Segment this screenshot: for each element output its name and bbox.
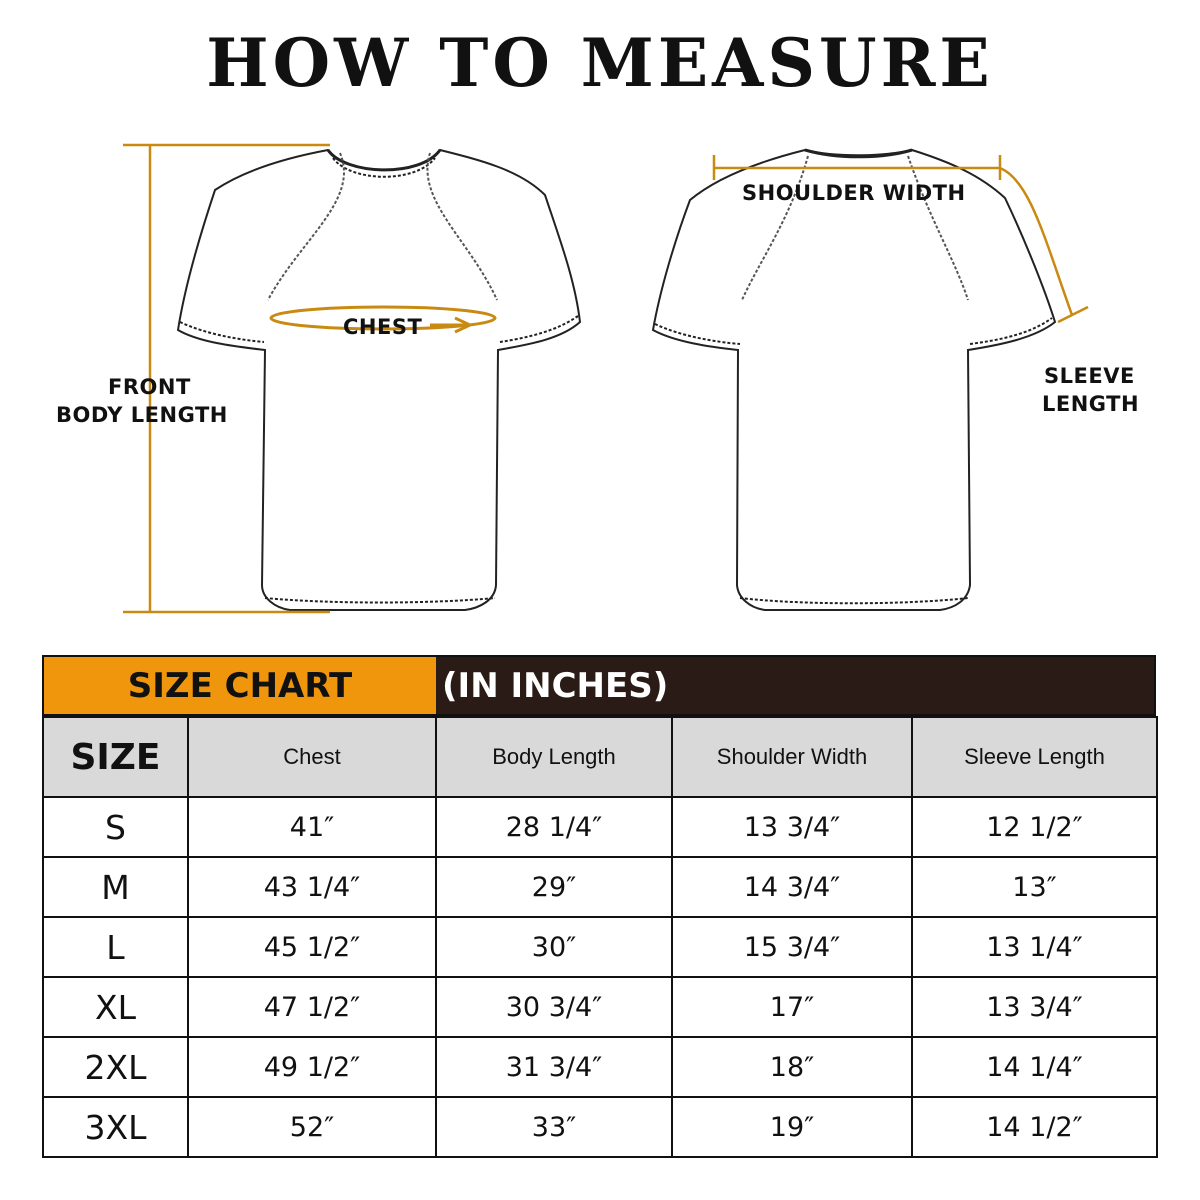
front-label-line2: BODY LENGTH (56, 403, 228, 427)
chest-cell: 45 1/2″ (188, 917, 436, 977)
shoulder-width-cell: 18″ (672, 1037, 912, 1097)
table-header-row (43, 717, 1157, 797)
table-row (43, 1037, 1157, 1097)
table-row (43, 977, 1157, 1037)
back-tshirt (653, 150, 1055, 610)
shoulder-width-label: SHOULDER WIDTH (742, 181, 966, 205)
chest-cell: 47 1/2″ (188, 977, 436, 1037)
sleeve-length-cell: 13″ (912, 857, 1157, 917)
measurement-diagram (0, 120, 1200, 630)
unit-label: (IN INCHES) (436, 657, 1154, 714)
body-length-cell: 31 3/4″ (436, 1037, 672, 1097)
front-label-line1: FRONT (108, 375, 191, 399)
page-title: HOW TO MEASURE (206, 24, 994, 102)
chest-cell: 43 1/4″ (188, 857, 436, 917)
chest-cell: 41″ (188, 797, 436, 857)
shoulder-width-cell: 19″ (672, 1097, 912, 1157)
sleeve-length-cell: 14 1/4″ (912, 1037, 1157, 1097)
size-cell: M (43, 857, 188, 917)
shoulder-width-cell: 17″ (672, 977, 912, 1037)
sleeve-label-line2: LENGTH (1042, 392, 1140, 416)
table-row (43, 797, 1157, 857)
size-cell: XL (43, 977, 188, 1037)
front-tshirt (178, 150, 580, 610)
size-table (42, 716, 1158, 1158)
shoulder-width-cell: 14 3/4″ (672, 857, 912, 917)
table-row (43, 857, 1157, 917)
size-chart-header (42, 655, 1156, 716)
size-chart-title: SIZE CHART (44, 657, 436, 714)
column-header-sleeve-length: Sleeve Length (912, 717, 1157, 797)
chest-label: CHEST (343, 315, 423, 339)
sleeve-label-line1: SLEEVE (1044, 364, 1135, 388)
size-cell: 2XL (43, 1037, 188, 1097)
body-length-cell: 30 3/4″ (436, 977, 672, 1037)
shoulder-width-cell: 15 3/4″ (672, 917, 912, 977)
column-header-body-length: Body Length (436, 717, 672, 797)
sleeve-length-cell: 14 1/2″ (912, 1097, 1157, 1157)
table-row (43, 1097, 1157, 1157)
column-header-shoulder-width: Shoulder Width (672, 717, 912, 797)
column-header-size: SIZE (43, 717, 188, 797)
body-length-cell: 33″ (436, 1097, 672, 1157)
body-length-cell: 28 1/4″ (436, 797, 672, 857)
chest-cell: 49 1/2″ (188, 1037, 436, 1097)
table-row (43, 917, 1157, 977)
column-header-chest: Chest (188, 717, 436, 797)
chest-cell: 52″ (188, 1097, 436, 1157)
size-cell: S (43, 797, 188, 857)
sleeve-length-cell: 13 3/4″ (912, 977, 1157, 1037)
sleeve-length-cell: 12 1/2″ (912, 797, 1157, 857)
size-cell: 3XL (43, 1097, 188, 1157)
size-cell: L (43, 917, 188, 977)
body-length-cell: 29″ (436, 857, 672, 917)
sleeve-length-cell: 13 1/4″ (912, 917, 1157, 977)
shoulder-width-cell: 13 3/4″ (672, 797, 912, 857)
body-length-cell: 30″ (436, 917, 672, 977)
